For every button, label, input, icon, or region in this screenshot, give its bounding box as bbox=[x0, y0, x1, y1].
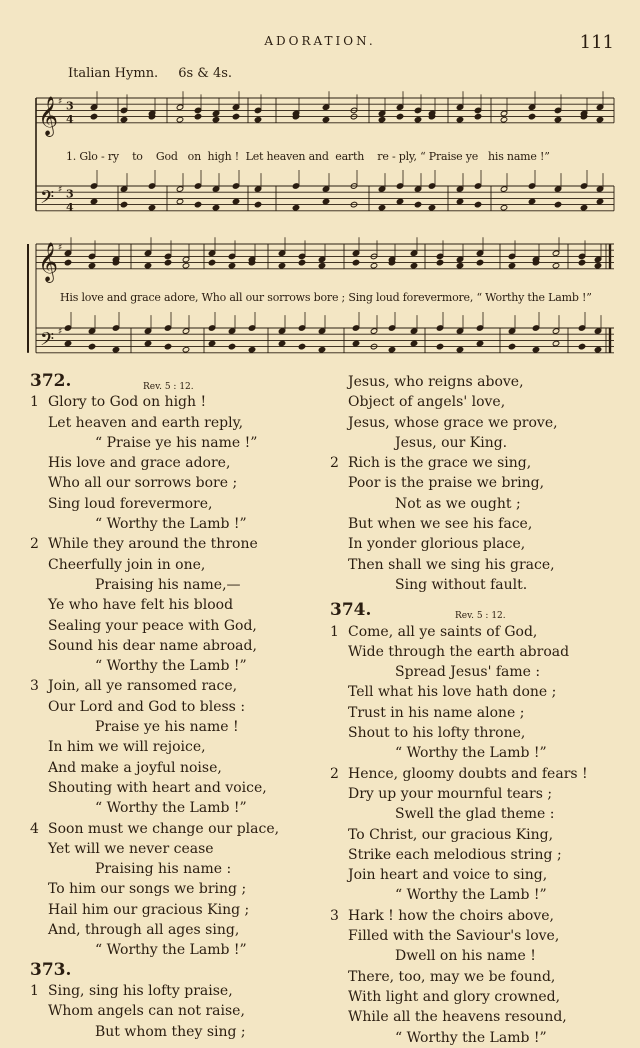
hymn-line-text: Shout to his lofty throne, bbox=[348, 725, 526, 742]
page-number: 111 bbox=[579, 32, 614, 53]
hymn-line-text: Hail him our gracious King ; bbox=[48, 901, 250, 918]
hymn-line-text: There, too, may we be found, bbox=[348, 968, 556, 985]
hymn-line-text: Jesus, who reigns above, bbox=[348, 374, 524, 390]
verse-number: 4 bbox=[30, 820, 39, 837]
hymn-line bbox=[330, 906, 630, 926]
hymn-line bbox=[30, 616, 320, 636]
hymn-line-text: Jesus, whose grace we prove, bbox=[348, 414, 558, 431]
left-column bbox=[30, 372, 320, 1042]
hymn-line bbox=[30, 636, 320, 656]
hymn-line bbox=[330, 946, 630, 966]
hymn-line-text: Ye who have felt his blood bbox=[48, 597, 234, 614]
music-score bbox=[0, 0, 640, 370]
hymn-number: 374. bbox=[330, 600, 372, 621]
hymn-line bbox=[30, 555, 320, 575]
hymn-line-text: Glory to God on high ! bbox=[48, 394, 207, 411]
hymn-line-text: Not as we ought ; bbox=[395, 495, 521, 512]
svg-text:3: 3 bbox=[66, 99, 74, 113]
hymn-line-text: Soon must we change our place, bbox=[48, 820, 280, 837]
hymn-line-text: But when we see his face, bbox=[348, 516, 533, 533]
hymn-line bbox=[30, 1022, 320, 1042]
hymn-line-text: Come, all ye saints of God, bbox=[348, 623, 538, 640]
music-lyric-line-1: 1. Glo - ry to God on high ! Let heaven and earth re - ply, “ Praise ye his name !” bbox=[66, 150, 550, 163]
svg-text:4: 4 bbox=[66, 200, 74, 214]
hymn-line-text: Trust in his name alone ; bbox=[348, 704, 525, 721]
hymn-line bbox=[330, 885, 630, 905]
hymn-line-text: Jesus, our King. bbox=[395, 434, 508, 451]
hymn-line bbox=[330, 987, 630, 1007]
hymn-line-text: Join, all ye ransomed race, bbox=[48, 678, 238, 695]
hymn-line bbox=[330, 682, 630, 702]
verse-number: 1 bbox=[30, 394, 39, 411]
hymn-number: 373. bbox=[30, 959, 72, 980]
hymn-line-text: Object of angels' love, bbox=[348, 394, 506, 411]
hymn-line-text: Rich is the grace we sing, bbox=[348, 455, 532, 472]
hymn-line bbox=[30, 514, 320, 534]
hymn-line bbox=[30, 676, 320, 696]
hymn-line bbox=[30, 900, 320, 920]
hymn-line bbox=[330, 723, 630, 743]
hymn-line bbox=[30, 473, 320, 493]
hymn-line-text: Wide through the earth abroad bbox=[348, 643, 570, 660]
hymn-line-text: Sing loud forevermore, bbox=[48, 495, 213, 512]
hymn-line-text: Sing, sing his lofty praise, bbox=[48, 982, 233, 999]
hymn-line bbox=[330, 433, 630, 453]
hymn-number: 372. bbox=[30, 371, 72, 391]
verse-number: 2 bbox=[330, 765, 339, 782]
hymn-line-text: Whom angels can not raise, bbox=[48, 1003, 245, 1020]
hymn-line bbox=[330, 392, 630, 412]
hymn-line bbox=[30, 534, 320, 554]
hymn-line bbox=[330, 743, 630, 763]
hymn-line-text: Our Lord and God to bless : bbox=[48, 698, 246, 715]
hymn-line bbox=[30, 879, 320, 899]
hymn-line bbox=[30, 859, 320, 879]
hymn-line bbox=[30, 697, 320, 717]
hymn-line bbox=[330, 494, 630, 514]
hymn-line-text: Dwell on his name ! bbox=[395, 948, 536, 965]
hymn-line bbox=[330, 845, 630, 865]
hymn-line bbox=[30, 1001, 320, 1021]
hymn-line bbox=[30, 656, 320, 676]
hymn-line bbox=[330, 642, 630, 662]
hymn-line bbox=[330, 784, 630, 804]
svg-text:4: 4 bbox=[66, 112, 74, 126]
hymn-heading bbox=[330, 601, 630, 621]
hymn-line bbox=[30, 494, 320, 514]
hymn-line bbox=[30, 798, 320, 818]
hymn-line bbox=[30, 778, 320, 798]
hymn-line-text: “ Worthy the Lamb !” bbox=[95, 516, 247, 533]
right-column bbox=[330, 372, 630, 1048]
hymn-line-text: In yonder glorious place, bbox=[348, 536, 526, 553]
svg-text:𝄢: 𝄢 bbox=[40, 329, 55, 355]
hymn-line-text: With light and glory crowned, bbox=[348, 988, 561, 1005]
verse-number: 1 bbox=[30, 982, 39, 999]
hymn-line bbox=[330, 703, 630, 723]
hymn-line-text: In him we will rejoice, bbox=[48, 739, 206, 756]
hymn-line-text: To him our songs we bring ; bbox=[48, 881, 247, 898]
hymn-line-text: Sealing your peace with God, bbox=[48, 617, 257, 634]
verse-number: 3 bbox=[330, 907, 339, 924]
hymn-line bbox=[30, 575, 320, 595]
hymn-line-text: “ Worthy the Lamb !” bbox=[95, 800, 247, 817]
svg-text:♯: ♯ bbox=[58, 185, 63, 196]
hymn-line bbox=[30, 453, 320, 473]
hymn-line bbox=[330, 926, 630, 946]
hymn-line-text: “ Worthy the Lamb !” bbox=[395, 1029, 547, 1046]
hymn-line bbox=[330, 514, 630, 534]
hymn-line-text: “ Worthy the Lamb !” bbox=[395, 887, 547, 904]
hymn-line-text: Praising his name : bbox=[95, 861, 232, 878]
hymn-line-text: Join heart and voice to sing, bbox=[348, 867, 548, 884]
hymn-line-text: Hark ! how the choirs above, bbox=[348, 907, 554, 924]
hymn-line-text: And, through all ages sing, bbox=[48, 922, 240, 939]
hymn-line-text: “ Worthy the Lamb !” bbox=[95, 658, 247, 675]
hymn-line-text: Filled with the Saviour's love, bbox=[348, 928, 560, 945]
hymn-line bbox=[30, 717, 320, 737]
hymn-line-text: Let heaven and earth reply, bbox=[48, 414, 244, 431]
hymn-line-text: His love and grace adore, bbox=[48, 455, 231, 472]
hymn-line-text: Who all our sorrows bore ; bbox=[48, 475, 238, 492]
hymn-line-text: Then shall we sing his grace, bbox=[348, 556, 555, 573]
hymn-line bbox=[330, 804, 630, 824]
hymn-line-text: Tell what his love hath done ; bbox=[348, 684, 557, 701]
running-title: ADORATION. bbox=[264, 34, 376, 48]
svg-text:♯: ♯ bbox=[58, 243, 63, 254]
hymn-line-text: While all the heavens resound, bbox=[348, 1009, 567, 1026]
svg-text:3: 3 bbox=[66, 187, 74, 201]
hymn-heading bbox=[30, 372, 320, 392]
hymn-line bbox=[30, 819, 320, 839]
hymn-line-text: To Christ, our gracious King, bbox=[348, 826, 554, 843]
hymn-line-text: Strike each melodious string ; bbox=[348, 846, 562, 863]
hymn-line bbox=[330, 1028, 630, 1048]
hymn-line-text: Dry up your mournful tears ; bbox=[348, 785, 553, 802]
svg-text:𝄢: 𝄢 bbox=[40, 187, 55, 213]
hymn-line bbox=[30, 940, 320, 960]
verse-number: 2 bbox=[330, 455, 339, 472]
hymn-line bbox=[330, 764, 630, 784]
hymn-line-text: Praising his name,— bbox=[95, 576, 241, 593]
hymn-line-text: “ Worthy the Lamb !” bbox=[95, 942, 247, 959]
tune-meter: 6s & 4s. bbox=[178, 66, 233, 81]
hymn-line bbox=[330, 534, 630, 554]
hymn-line-text: And make a joyful noise, bbox=[48, 759, 222, 776]
svg-text:𝄞: 𝄞 bbox=[38, 241, 59, 282]
scripture-reference: Rev. 5 : 12. bbox=[143, 382, 194, 392]
svg-text:♯: ♯ bbox=[58, 327, 63, 338]
scripture-reference: Rev. 5 : 12. bbox=[455, 611, 506, 622]
hymn-line-text: Cheerfully join in one, bbox=[48, 556, 206, 573]
hymn-line bbox=[330, 413, 630, 433]
hymn-line-text: While they around the throne bbox=[48, 536, 258, 553]
hymn-line bbox=[330, 555, 630, 575]
hymn-line-text: “ Worthy the Lamb !” bbox=[395, 745, 547, 762]
hymn-heading bbox=[30, 961, 320, 981]
hymn-line-text: But whom they sing ; bbox=[95, 1023, 246, 1040]
hymn-line bbox=[330, 372, 630, 392]
hymn-line bbox=[30, 433, 320, 453]
verse-number: 3 bbox=[30, 678, 39, 695]
hymn-line bbox=[330, 967, 630, 987]
hymn-line-text: Sing without fault. bbox=[395, 576, 528, 593]
music-lyric-line-2: His love and grace adore, Who all our sorrows bore ; Sing loud forevermore, “ Worthy the Lamb !” bbox=[60, 291, 592, 304]
hymn-line bbox=[330, 825, 630, 845]
hymn-line-text: Spread Jesus' fame : bbox=[395, 664, 541, 681]
hymn-line-text: Yet will we never cease bbox=[48, 840, 214, 857]
tune-name: Italian Hymn. bbox=[68, 66, 159, 81]
hymn-line bbox=[330, 662, 630, 682]
hymn-line bbox=[30, 737, 320, 757]
hymn-line-text: Praise ye his name ! bbox=[95, 719, 239, 736]
hymn-line bbox=[30, 920, 320, 940]
hymn-line bbox=[30, 413, 320, 433]
hymn-line-text: Poor is the praise we bring, bbox=[348, 475, 545, 492]
hymn-line bbox=[30, 839, 320, 859]
svg-text:♯: ♯ bbox=[58, 97, 63, 108]
hymn-line bbox=[330, 865, 630, 885]
hymn-line bbox=[330, 1007, 630, 1027]
hymn-line bbox=[330, 575, 630, 595]
verse-number: 2 bbox=[30, 536, 39, 553]
svg-text:𝄞: 𝄞 bbox=[38, 95, 59, 136]
hymn-line-text: Hence, gloomy doubts and fears ! bbox=[348, 765, 588, 782]
hymn-line-text: Shouting with heart and voice, bbox=[48, 779, 267, 796]
verse-number: 1 bbox=[330, 623, 339, 640]
hymn-line bbox=[30, 595, 320, 615]
hymn-line bbox=[30, 758, 320, 778]
hymn-line bbox=[330, 473, 630, 493]
hymn-line bbox=[330, 453, 630, 473]
hymn-line-text: Swell the glad theme : bbox=[395, 806, 555, 823]
hymn-line bbox=[30, 981, 320, 1001]
hymn-line-text: “ Praise ye his name !” bbox=[95, 434, 258, 451]
hymn-line-text: Sound his dear name abroad, bbox=[48, 637, 257, 654]
